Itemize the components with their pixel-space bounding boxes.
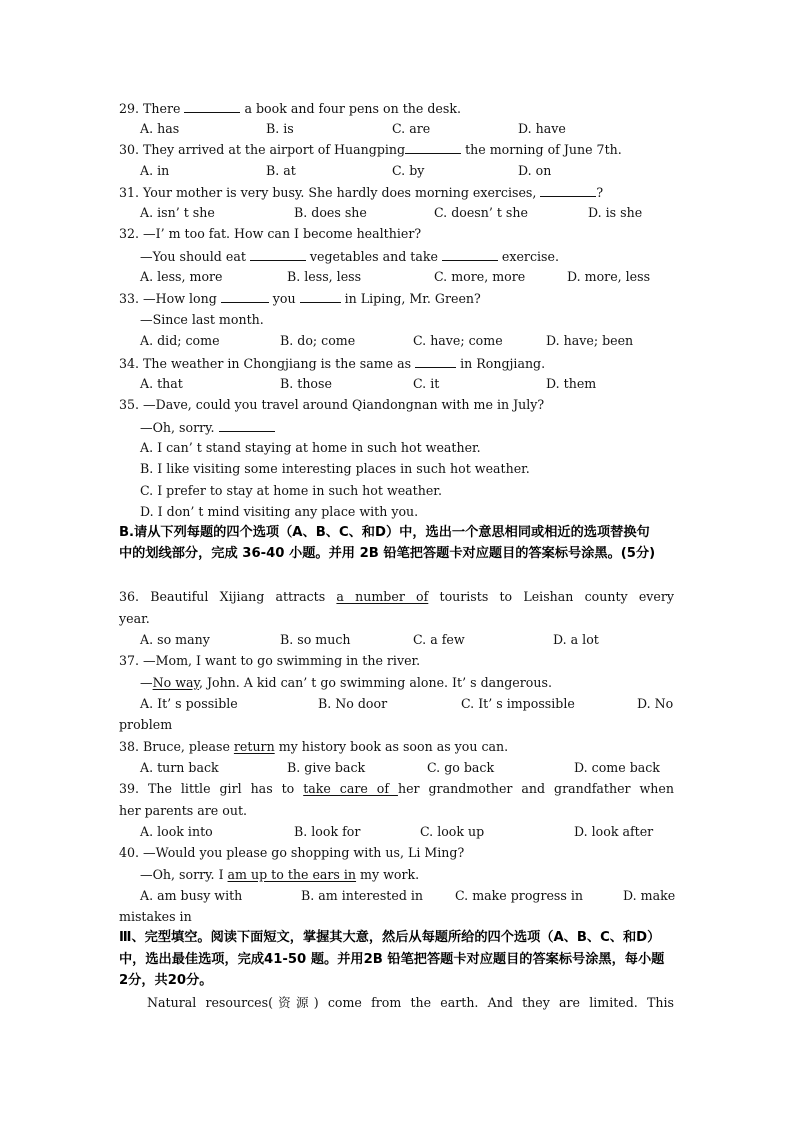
q40-response: —Oh, sorry. I am up to the ears in my work. xyxy=(140,867,420,882)
q31-stem: 31. Your mother is very busy. She hardly does morning exercises, ? xyxy=(119,185,604,200)
q30-option-a: A. in xyxy=(140,163,170,178)
q29-option-d: D. have xyxy=(518,121,566,136)
section-iii-instruction-line1: Ⅲ、完型填空。阅读下面短文，掌握其大意，然后从每题所给的四个选项（A、B、C、和D） xyxy=(119,930,661,945)
answer-blank xyxy=(442,250,498,261)
answer-blank xyxy=(415,357,456,368)
q39-option-c: C. look up xyxy=(420,824,485,839)
q34-option-b: B. those xyxy=(280,376,332,391)
q37-response: —No way, John. A kid can’ t go swimming alone. It’ s dangerous. xyxy=(140,675,552,690)
q36-stem-wrap: year. xyxy=(119,611,150,626)
q29-option-a: A. has xyxy=(140,121,180,136)
q35-response: —Oh, sorry. xyxy=(140,421,275,435)
section-iii-instruction-line2: 中，选出最佳选项，完成41-50 题。并用2B 铅笔把答题卡对应题目的答案标号涂黑，每小题 xyxy=(119,952,665,967)
answer-blank xyxy=(540,186,596,197)
q37-option-d-wrap: problem xyxy=(119,717,173,732)
q40-option-c: C. make progress in xyxy=(455,888,583,903)
q34-option-a: A. that xyxy=(140,376,183,391)
answer-blank xyxy=(221,292,269,303)
q29-stem: 29. There a book and four pens on the desk. xyxy=(119,101,461,116)
q36-option-d: D. a lot xyxy=(553,632,599,647)
q34-option-c: C. it xyxy=(413,376,440,391)
q38-option-c: C. go back xyxy=(427,760,495,775)
q35-option-d: D. I don’ t mind visiting any place with you. xyxy=(140,504,419,519)
q34-stem: 34. The weather in Chongjiang is the same as in Rongjiang. xyxy=(119,356,546,371)
q39-option-b: B. look for xyxy=(294,824,361,839)
q35-option-b: B. I like visiting some interesting places in such hot weather. xyxy=(140,461,530,476)
section-b-instruction-line2: 中的划线部分，完成 36-40 小题。并用 2B 铅笔把答题卡对应题目的答案标号涂黑。(5分) xyxy=(119,546,656,561)
q30-option-d: D. on xyxy=(518,163,552,178)
q36-option-c: C. a few xyxy=(413,632,465,647)
q35-option-c: C. I prefer to stay at home in such hot weather. xyxy=(140,483,442,498)
underlined-phrase: No way xyxy=(152,675,199,690)
q37-option-a: A. It’ s possible xyxy=(140,696,238,711)
q31-option-b: B. does she xyxy=(294,205,367,220)
q38-option-b: B. give back xyxy=(287,760,366,775)
q30-stem: 30. They arrived at the airport of Huangping the morning of June 7th. xyxy=(119,142,622,157)
answer-blank xyxy=(184,102,240,113)
q34-option-d: D. them xyxy=(546,376,597,391)
q40-option-b: B. am interested in xyxy=(301,888,424,903)
underlined-phrase: take care of xyxy=(303,781,398,796)
q35-stem: 35. —Dave, could you travel around Qiandongnan with me in July? xyxy=(119,397,545,412)
q32-option-d: D. more, less xyxy=(567,269,651,284)
q33-response: —Since last month. xyxy=(140,312,264,327)
q31-option-a: A. isn’ t she xyxy=(140,205,215,220)
q33-stem: 33. —How long you in Liping, Mr. Green? xyxy=(119,291,481,306)
q29-option-b: B. is xyxy=(266,121,294,136)
q39-stem-wrap: her parents are out. xyxy=(119,803,248,818)
q31-option-d: D. is she xyxy=(588,205,643,220)
q29-option-c: C. are xyxy=(392,121,431,136)
section-iii-instruction-line3: 2分，共20分。 xyxy=(119,973,213,988)
answer-blank xyxy=(250,250,306,261)
q40-option-a: A. am busy with xyxy=(140,888,243,903)
underlined-phrase: am up to the ears in xyxy=(227,867,357,882)
q40-option-d-wrap: mistakes in xyxy=(119,909,192,924)
q36-option-a: A. so many xyxy=(140,632,210,647)
q30-option-c: C. by xyxy=(392,163,425,178)
q32-option-c: C. more, more xyxy=(434,269,526,284)
underlined-phrase: return xyxy=(233,739,275,754)
q33-option-c: C. have; come xyxy=(413,333,503,348)
q39-stem: 39. The little girl has to take care of her grandmother and grandfather when xyxy=(119,781,674,796)
passage-first-line: Natural resources(资源) come from the earth. And they are limited. This xyxy=(147,995,674,1010)
q38-option-d: D. come back xyxy=(574,760,660,775)
q32-response: —You should eat vegetables and take exercise. xyxy=(140,249,559,264)
q33-option-d: D. have; been xyxy=(546,333,634,348)
q37-option-c: C. It’ s impossible xyxy=(461,696,575,711)
q32-option-a: A. less, more xyxy=(140,269,223,284)
answer-blank xyxy=(219,421,275,432)
q30-option-b: B. at xyxy=(266,163,296,178)
q39-option-d: D. look after xyxy=(574,824,654,839)
q38-option-a: A. turn back xyxy=(140,760,219,775)
section-b-instruction-line1: B.请从下列每题的四个选项（A、B、C、和D）中，选出一个意思相同或相近的选项替换句 xyxy=(119,525,650,540)
answer-blank xyxy=(300,292,341,303)
q32-stem: 32. —I’ m too fat. How can I become healthier? xyxy=(119,226,422,241)
q36-stem: 36. Beautiful Xijiang attracts a number of tourists to Leishan county every xyxy=(119,589,674,604)
q33-option-b: B. do; come xyxy=(280,333,356,348)
q39-option-a: A. look into xyxy=(140,824,213,839)
underlined-phrase: a number of xyxy=(336,589,429,604)
q37-stem: 37. —Mom, I want to go swimming in the river. xyxy=(119,653,421,668)
q31-option-c: C. doesn’ t she xyxy=(434,205,528,220)
q37-option-d: D. No xyxy=(637,696,674,711)
q38-stem: 38. Bruce, please return my history book as soon as you can. xyxy=(119,739,509,754)
q40-stem: 40. —Would you please go shopping with us, Li Ming? xyxy=(119,845,465,860)
q37-option-b: B. No door xyxy=(318,696,388,711)
q36-option-b: B. so much xyxy=(280,632,351,647)
q35-option-a: A. I can’ t stand staying at home in such hot weather. xyxy=(140,440,481,455)
q33-option-a: A. did; come xyxy=(140,333,220,348)
answer-blank xyxy=(405,143,461,154)
q32-option-b: B. less, less xyxy=(287,269,362,284)
q40-option-d: D. make xyxy=(623,888,676,903)
